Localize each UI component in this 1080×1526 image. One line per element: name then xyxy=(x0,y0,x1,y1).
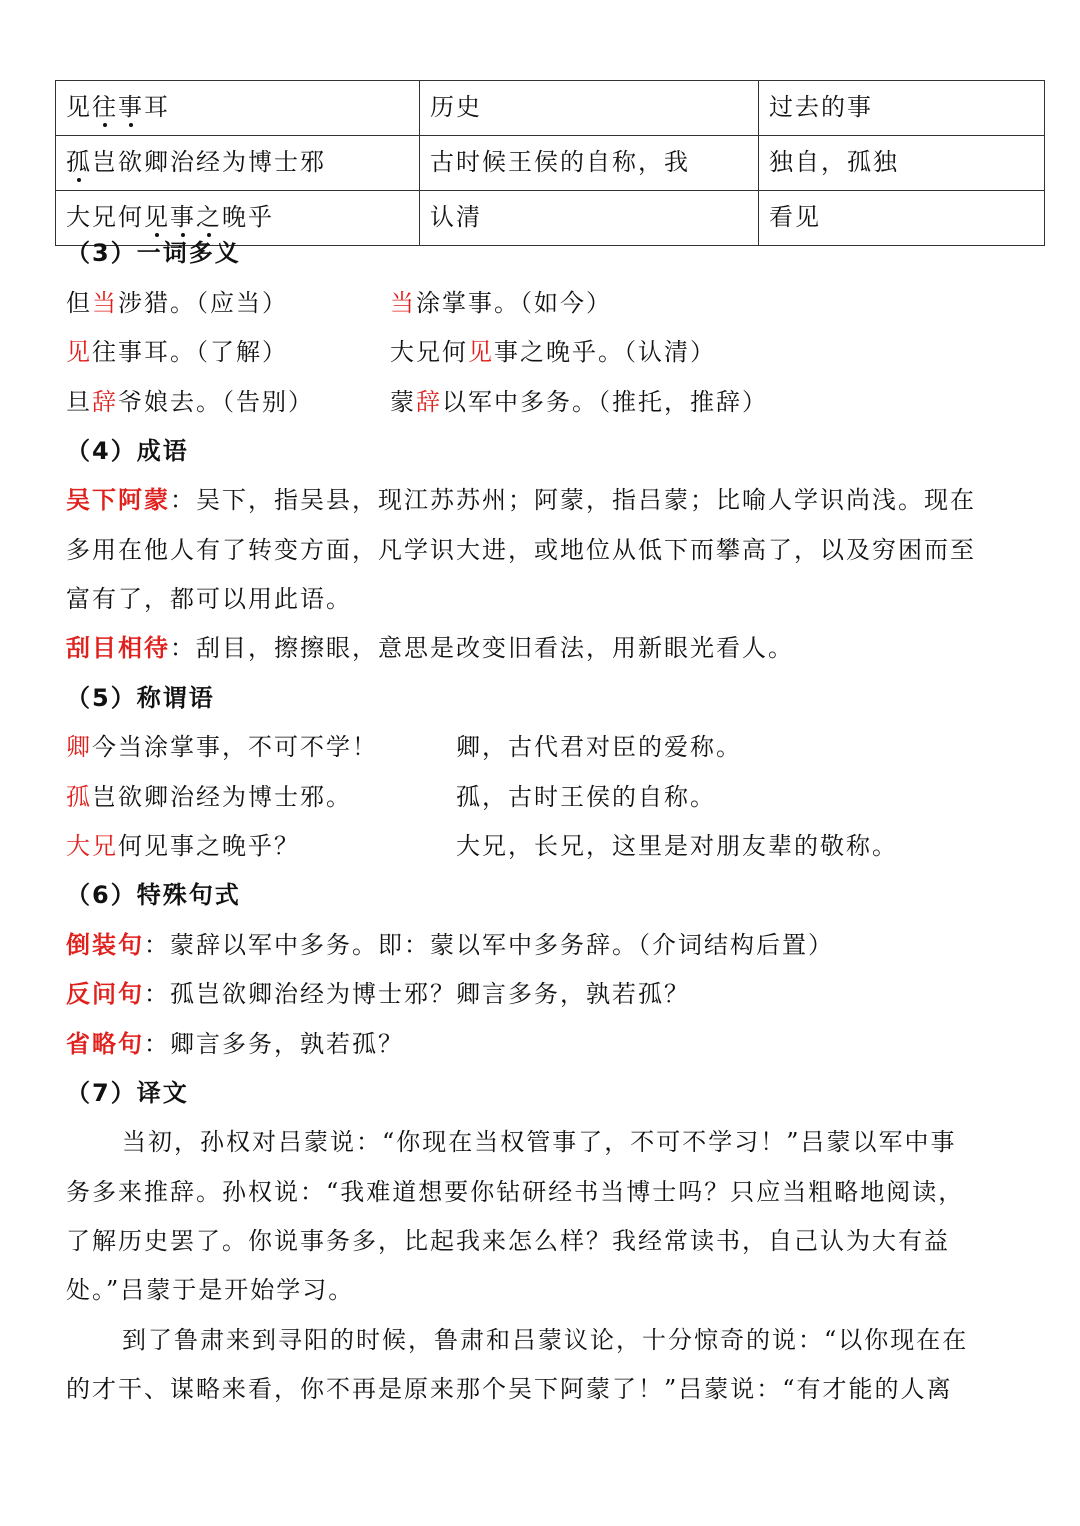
emphasis-char: 见 xyxy=(144,197,170,232)
sentence-pattern: 省略句：卿言多务，孰若孤？ xyxy=(66,1030,404,1058)
table-cell: 古时候王侯的自称，我 xyxy=(420,136,759,191)
section-heading: （3）一词多义 xyxy=(66,239,241,267)
translation-line: 处。”吕蒙于是开始学习。 xyxy=(66,1276,355,1304)
table-row xyxy=(56,136,1045,191)
section-heading: （5）称谓语 xyxy=(66,684,215,712)
address-example: 孤岂欲卿治经为博士邪。 xyxy=(66,783,352,811)
table-cell: 孤岂欲卿治经为博士邪 xyxy=(56,136,420,191)
emphasis-char: 事 xyxy=(118,87,144,122)
vocabulary-table xyxy=(55,80,1045,246)
section-heading: （6）特殊句式 xyxy=(66,881,241,909)
address-example: 卿今当涂掌事，不可不学！ xyxy=(66,733,378,761)
address-example: 大兄何见事之晚乎？ xyxy=(66,832,300,860)
polysemy-example: 蒙辞以军中多务。（推托，推辞） xyxy=(390,388,768,416)
sentence-pattern: 反问句：孤岂欲卿治经为博士邪？卿言多务，孰若孤？ xyxy=(66,980,690,1008)
polysemy-example: 当涂掌事。（如今） xyxy=(390,289,612,317)
translation-line: 的才干、谋略来看，你不再是原来那个吴下阿蒙了！”吕蒙说：“有才能的人离 xyxy=(66,1375,953,1403)
idiom-definition-cont: 富有了，都可以用此语。 xyxy=(66,585,352,613)
table-cell: 认清 xyxy=(420,191,759,246)
section-heading: （7）译文 xyxy=(66,1079,189,1107)
emphasis-char: 往 xyxy=(92,87,118,122)
address-note: 卿，古代君对臣的爱称。 xyxy=(456,733,742,761)
section-heading: （4）成语 xyxy=(66,437,189,465)
table-cell: 见往事耳 xyxy=(56,81,420,136)
polysemy-example: 但当涉猎。（应当） xyxy=(66,289,288,317)
emphasis-char: 事 xyxy=(170,197,196,232)
table-cell: 历史 xyxy=(420,81,759,136)
sentence-pattern: 倒装句：蒙辞以军中多务。即：蒙以军中多务辞。（介词结构后置） xyxy=(66,931,834,959)
polysemy-example: 大兄何见事之晚乎。（认清） xyxy=(390,338,716,366)
translation-line: 了解历史罢了。你说事务多，比起我来怎么样？我经常读书，自己认为大有益 xyxy=(66,1227,950,1255)
table-cell: 过去的事 xyxy=(759,81,1045,136)
idiom-definition: 刮目相待：刮目，擦擦眼，意思是改变旧看法，用新眼光看人。 xyxy=(66,634,794,662)
address-note: 大兄，长兄，这里是对朋友辈的敬称。 xyxy=(456,832,898,860)
polysemy-example: 见往事耳。（了解） xyxy=(66,338,288,366)
emphasis-char: 孤 xyxy=(66,142,92,177)
translation-line: 当初，孙权对吕蒙说：“你现在当权管事了，不可不学习！”吕蒙以军中事 xyxy=(122,1128,957,1156)
table-row xyxy=(56,81,1045,136)
idiom-definition: 吴下阿蒙：吴下，指吴县，现江苏苏州；阿蒙，指吕蒙；比喻人学识尚浅。现在 xyxy=(66,486,976,514)
address-note: 孤，古时王侯的自称。 xyxy=(456,783,716,811)
translation-line: 到了鲁肃来到寻阳的时候，鲁肃和吕蒙议论，十分惊奇的说：“以你现在在 xyxy=(122,1326,969,1354)
table-cell: 看见 xyxy=(759,191,1045,246)
emphasis-char: 之 xyxy=(196,197,222,232)
translation-line: 务多来推辞。孙权说：“我难道想要你钻研经书当博士吗？只应当粗略地阅读， xyxy=(66,1178,965,1206)
table-cell: 大兄何见事之晚乎 xyxy=(56,191,420,246)
idiom-definition-cont: 多用在他人有了转变方面，凡学识大进，或地位从低下而攀高了，以及穷困而至 xyxy=(66,536,976,564)
table-cell: 独自，孤独 xyxy=(759,136,1045,191)
polysemy-example: 旦辞爷娘去。（告别） xyxy=(66,388,314,416)
